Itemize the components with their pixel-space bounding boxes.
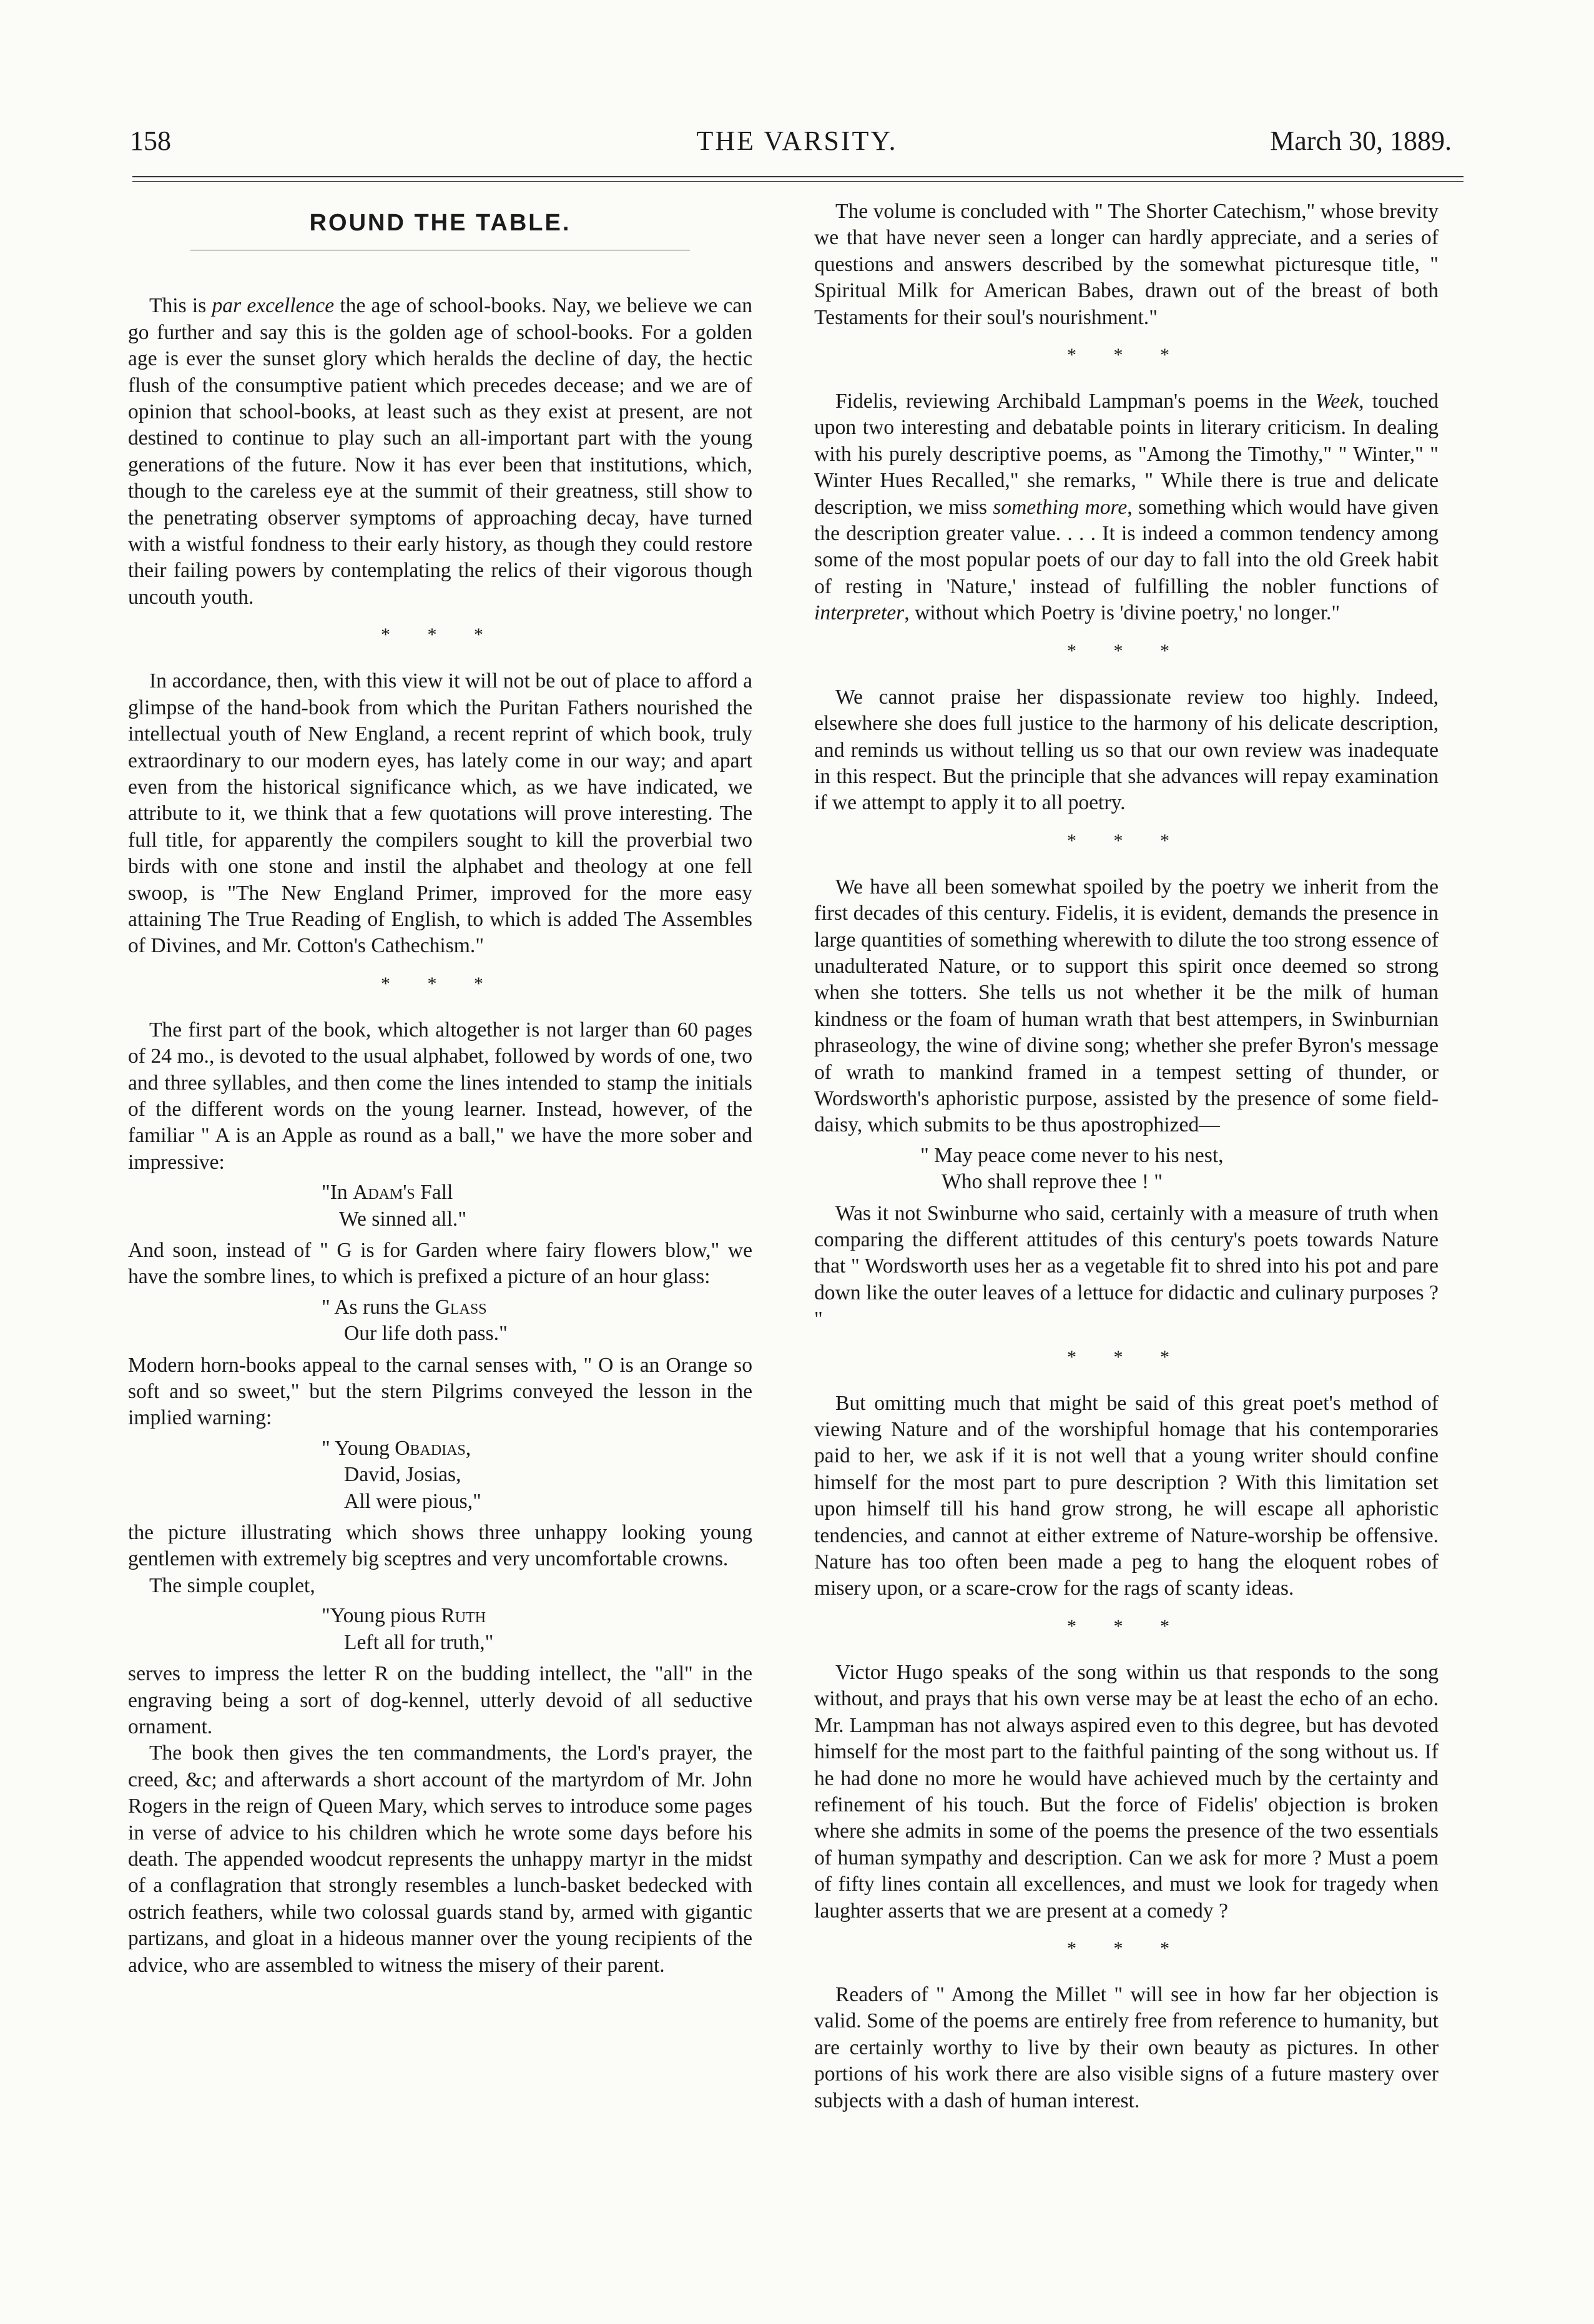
verse-quote (814, 1143, 1439, 1196)
text-run: the age of school-books. Nay, we believe we can go further and say this is the golden age of school-books. For a golden age is ever the sunset glory which heralds the decline of day, the hectic flush of the consumptive patient which precedes decease; and we are of opinion that school-books, at least such as they exist at present, are not destined to continue to play such an all-important part with the young generations of the future. Now it has ever been that institutions, which, though to the careless eye at the summit of their greatness, still show to the penetrating observer symptoms of approaching decay, have turned with a wistful fondness to their early history, as though they could restore their failing powers by contemplating the relics of their vigorous though uncouth youth. (128, 294, 752, 609)
verse-line: Left all for truth," (344, 1630, 494, 1654)
section-stars: * * * (1067, 1615, 1186, 1637)
italic-run: interpreter (814, 601, 905, 625)
paragraph: The simple couplet, (149, 1573, 315, 1597)
paragraph: Modern horn-books appeal to the carnal senses with, " O is an Orange so soft and so sweet," but the stern Pilgrims conveyed the lesson in the implied warning: (128, 1353, 752, 1430)
verse-line: " May peace come never to his nest, (920, 1143, 1224, 1167)
paragraph: But omitting much that might be said of this great poet's method of viewing Nature and of the worshipful homage that his contemporaries paid to her, we ask if it is not well that a young writer should confine himself for the most part to pure description ? With this limitation set upon himself till his hand grow strong, he will escape all aphoristic tendencies, and cannot at either extreme of Nature-worship be offensive. Nature has too often been made a peg to hang the eloquent robes of misery upon, or a scare-crow for the rags of scanty ideas. (814, 1391, 1439, 1600)
header-rule (132, 176, 1464, 177)
verse-line: " Young Obadias, (322, 1436, 471, 1460)
publication-title: THE VARSITY. (696, 126, 898, 156)
paragraph: We have all been somewhat spoiled by the poetry we inherit from the first decades of this century. Fidelis, it is evident, demands the presence in large quantities of something wherewith to dilute the too strong essence of unadulterated Nature, or to support this spirit once deemed so strong when she totters. She tells us not whether it be the milk of human kindness or the foam of human wrath that best attempers, in Swinburnian phraseology, the wine of divine song; whether she prefer Byron's message of wrath to mankind framed in a tempest setting of thunder, or Wordsworth's aphoristic purpose, assisted by the presence of some field-daisy, which submits to be thus apostrophized— (814, 875, 1439, 1137)
italic-run: Week (1315, 390, 1359, 413)
text-run: , without which Poetry is 'divine poetry,' no longer." (904, 601, 1341, 625)
paragraph: the picture illustrating which shows three unhappy looking young gentlemen with extremely big sceptres and very uncomfortable crowns. (128, 1521, 752, 1571)
verse-quote (128, 1435, 752, 1515)
paragraph: And soon, instead of " G is for Garden where fairy flowers blow," we have the sombre lines, to which is prefixed a picture of an hour glass: (128, 1239, 752, 1289)
verse-line: David, Josias, (344, 1463, 461, 1487)
paragraph: Victor Hugo speaks of the song within us that responds to the song without, and prays that his own verse may be at least the echo of an echo. Mr. Lampman has not always aspired even to this degree, but has devoted himself for the most part to the faithful painting of the song without us. If he had done no more he would have achieved much by the certainty and refinement of his touch. But the force of Fidelis' objection is broken where she admits in some of the poems the presence of the two essentials of human sympathy and description. Can we ask for more ? Must a poem of fifty lines contain all excellences, and must we look for tragedy when laughter asserts that we are present at a comedy ? (814, 1660, 1439, 1923)
verse-line: We sinned all." (339, 1207, 467, 1231)
verse-line: " As runs the Glass (322, 1295, 487, 1319)
section-stars: * * * (1067, 345, 1186, 366)
section-stars: * * * (381, 973, 499, 994)
paragraph: In accordance, then, with this view it will not be out of place to afford a glimpse of the hand-book from which the Puritan Fathers nourished the intellectual youth of New England, a recent reprint of which book, truly extraordinary to our modern eyes, has lately come in our way; and apart even from the historical significance which, as we have indicated, we attribute to it, we think that a few quotations will prove interesting. The full title, for apparently the compilers sought to kill the proverbial two birds with one stone and instil the alphabet and theology at one fell swoop, is "The New England Primer, improved for the more easy attaining The True Reading of English, to which is added The Assembles of Divines, and Mr. Cotton's Cathechism." (128, 669, 752, 958)
paragraph (128, 293, 752, 611)
right-column (814, 199, 1439, 2114)
verse-line: "Young pious Ruth (322, 1604, 486, 1628)
section-stars: * * * (381, 624, 499, 646)
section-stars: * * * (1067, 830, 1186, 851)
italic-run: par excellence (212, 294, 335, 318)
paragraph: serves to impress the letter R on the budding intellect, the "all" in the engraving being a sort of dog-kennel, utterly devoid of all seductive ornament. (128, 1662, 752, 1738)
verse-line: All were pious," (344, 1489, 481, 1513)
verse-quote (128, 1294, 752, 1347)
verse-quote (128, 1179, 752, 1233)
paragraph: The volume is concluded with " The Shorter Catechism," whose brevity we that have never seen a longer can hardly appreciate, and a series of questions and answers described by the somewhat picturesque title, " Spiritual Milk for American Babes, drawn out of the breast of both Testaments for their soul's nourishment." (814, 200, 1439, 329)
issue-date: March 30, 1889. (1270, 126, 1452, 156)
text-run: Fidelis, reviewing Archibald Lampman's poems in the (835, 390, 1316, 413)
verse-quote (128, 1603, 752, 1656)
text-run: , touched upon two interesting and debatable points in literary criticism. In dealing with his purely descriptive poems, as "Among the Timothy," " Winter," " Winter Hues Recalled," she remarks, " While there is true and delicate description, we miss (814, 390, 1439, 519)
paragraph: Readers of " Among the Millet " will see in how far her objection is valid. Some of the poems are entirely free from reference to humanity, but are certainly worthy to live by their own beauty as pictures. In other portions of his work there are also visible signs of a future mastery over subjects with a dash of human interest. (814, 1982, 1439, 2112)
verse-line: Who shall reprove thee ! " (942, 1170, 1163, 1194)
left-column (128, 199, 752, 1979)
paragraph: The first part of the book, which altogether is not larger than 60 pages of 24 mo., is devoted to the usual alphabet, followed by words of one, two and three syllables, and then come the lines intended to stamp the initials of the different words on the young learner. Instead, however, of the familiar " A is an Apple as round as a ball," we have the more sober and impressive: (128, 1018, 752, 1174)
paragraph: Was it not Swinburne who said, certainly with a measure of truth when comparing the different attitudes of this century's poets towards Nature that " Wordsworth uses her as a vegetable fit to shred into his pot and pare down like the outer leaves of a lettuce for didactic and culinary purposes ? " (814, 1201, 1439, 1331)
text-run: , something which would have given the description greater value. . . . It is indeed a common tendency among some of the most popular poets of our day to fall into the old Greek habit of resting in 'Nature,' instead of fulfilling the nobler functions of (814, 495, 1439, 598)
paragraph (814, 388, 1439, 627)
italic-run: something more (993, 495, 1128, 519)
paragraph: The book then gives the ten commandments, the Lord's prayer, the creed, &c; and afterwards a short account of the martyrdom of Mr. John Rogers in the reign of Queen Mary, which serves to introduce some pages in verse of advice to his children which he wrote some days before his death. The appended woodcut represents the unhappy martyr in the midst of a conflagration that strongly resembles a lunch-basket bedecked with ostrich feathers, while two colossal guards stand by, armed with gigantic partizans, and gloat in a hideous manner over the young recipients of the advice, who are assembled to witness the misery of their parent. (128, 1741, 752, 1977)
paragraph: We cannot praise her dispassionate review too highly. Indeed, elsewhere she does full justice to the harmony of his delicate description, and reminds us without telling us so that our own review was inadequate in this respect. But the principle that she advances will repay examination if we attempt to apply it to all poetry. (814, 685, 1439, 815)
verse-line: Our life doth pass." (344, 1322, 508, 1346)
text-run: This is (149, 294, 212, 318)
section-stars: * * * (1067, 640, 1186, 661)
section-stars: * * * (1067, 1937, 1186, 1959)
header-rule-thin (132, 181, 1464, 182)
verse-line: "In Adam's Fall (322, 1181, 453, 1204)
page-number: 158 (130, 126, 171, 156)
section-stars: * * * (1067, 1346, 1186, 1367)
section-title: ROUND THE TABLE. (309, 210, 571, 236)
